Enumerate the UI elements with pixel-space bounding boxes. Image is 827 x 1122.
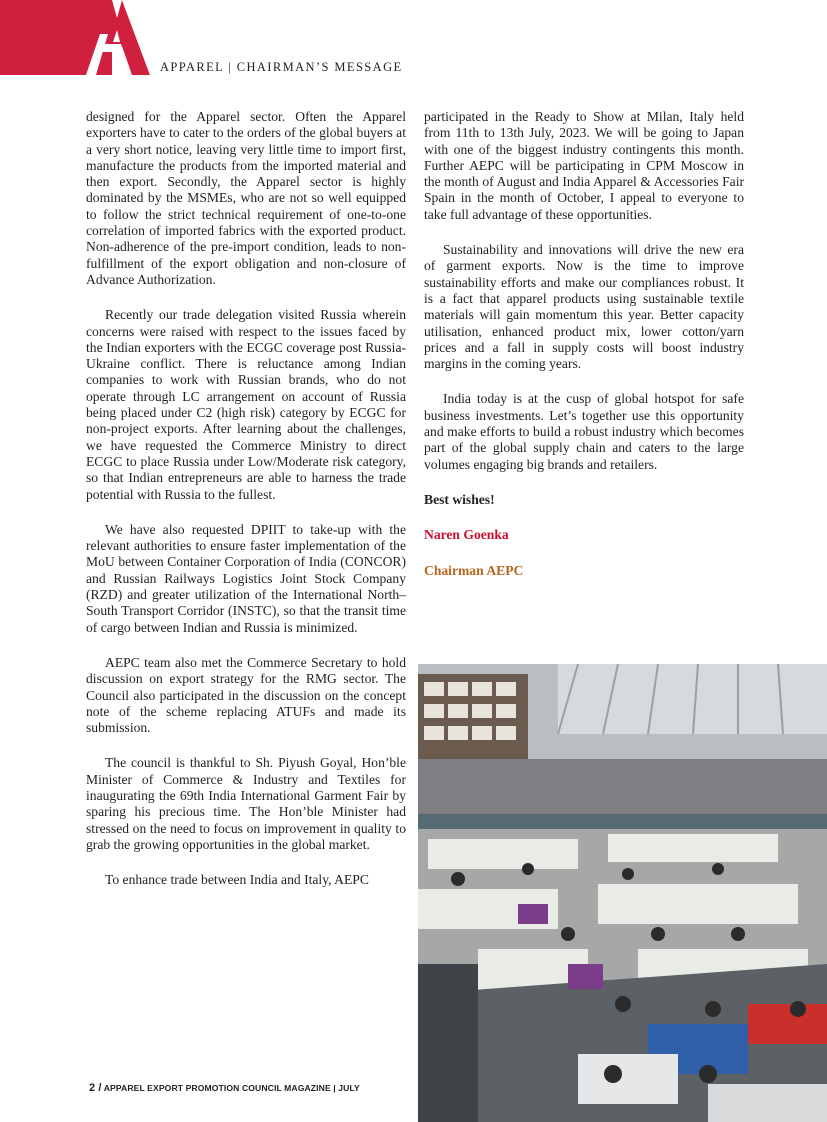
paragraph: Recently our trade delegation visited Russia wherein concerns were raised with respect to the issues faced by the Indian exporters with the ECGC coverage post Russia-Ukraine conflict. There is reluctance among Indian companies to work with Russian brands, who do not operate through LC arrangement on account of Russia being placed under C2 (high risk) category by ECGC for non-project exports. After learning about the challenges, we have requested the Commerce Ministry to direct ECGC to place Russia under Low/Moderate risk category, so that Indian entrepreneurs are able to harness the trade potential with Russia to the fullest. bbox=[86, 307, 406, 502]
signature-name: Naren Goenka bbox=[424, 527, 509, 543]
paragraph: designed for the Apparel sector. Often the Apparel exporters have to cater to the orders of the global buyers at a very short notice, leaving very little time to import first, manufacture the products from the imported material and then export. Secondly, the Apparel sector is highly dominated by the MSMEs, who are not so well equipped to follow the strict technical requirement of one-to-one correlation of imported fabrics with the exported product. Non-adherence of the pre-import condition, leads to non-fulfillment of the export obligation and non-closure of Advance Authorization. bbox=[86, 109, 406, 287]
paragraph: participated in the Ready to Show at Milan, Italy held from 11th to 13th July, 2023. We will be going to Japan with one of the biggest industry contingents this month. Further AEPC will be participating in CPM Moscow in the month of August and India Apparel & Accessories Fair Spain in the month of October, I appeal to everyone to take full advantage of these opportunities. bbox=[424, 109, 744, 222]
paragraph: To enhance trade between India and Italy, AEPC bbox=[105, 872, 369, 888]
footer-text: APPAREL EXPORT PROMOTION COUNCIL MAGAZINE | JULY bbox=[103, 1083, 360, 1093]
paragraph: The council is thankful to Sh. Piyush Goyal, Hon’ble Minister of Commerce & Industry and Textiles for inaugurating the 69th India International Garment Fair by sparing his precious time. The Hon’ble Minister had stressed on the need to focus on improvement in quality to grab the growing opportunities in the global market. bbox=[86, 755, 406, 852]
closing-line: Best wishes! bbox=[424, 491, 495, 507]
paragraph: We have also requested DPIIT to take-up with the relevant authorities to ensure faster implementation of the MoU between Container Corporation of India (CONCOR) and Russian Railways Logistics Joint Stock Company (RZD) and greater utilization of the International North–South Transport Corridor (INSTC), so that the transit time of cargo between Indian and Russia is minimized. bbox=[86, 521, 406, 635]
magazine-logo bbox=[0, 0, 160, 75]
right-column bbox=[424, 109, 744, 598]
garment-factory-photo bbox=[418, 664, 827, 1122]
paragraph: AEPC team also met the Commerce Secretary to hold discussion on export strategy for the RMG sector. The Council also participated in the discussion on the concept note of the scheme replacing ATUFs and made its submission. bbox=[86, 654, 406, 736]
paragraph: Sustainability and innovations will drive the new era of garment exports. Now is the time to improve sustainability efforts and make our compliances robust. It is a fact that apparel products using sustainable textile materials will gain momentum this year. Better capacity utilisation, enhanced product mix, lower cotton/yarn prices and a fall in supply costs will boost industry margins in the coming years. bbox=[424, 242, 744, 372]
left-column bbox=[86, 109, 406, 907]
page-footer bbox=[89, 1082, 360, 1094]
signature-title: Chairman AEPC bbox=[424, 562, 524, 578]
page-number: 2 / bbox=[89, 1082, 102, 1094]
paragraph: India today is at the cusp of global hotspot for safe business investments. Let’s together use this opportunity and make efforts to build a robust industry which becomes part of the global supply chain and caters to the large volumes engaging big brands and retailers. bbox=[424, 391, 744, 472]
section-header: APPAREL | CHAIRMAN’S MESSAGE bbox=[160, 60, 403, 74]
